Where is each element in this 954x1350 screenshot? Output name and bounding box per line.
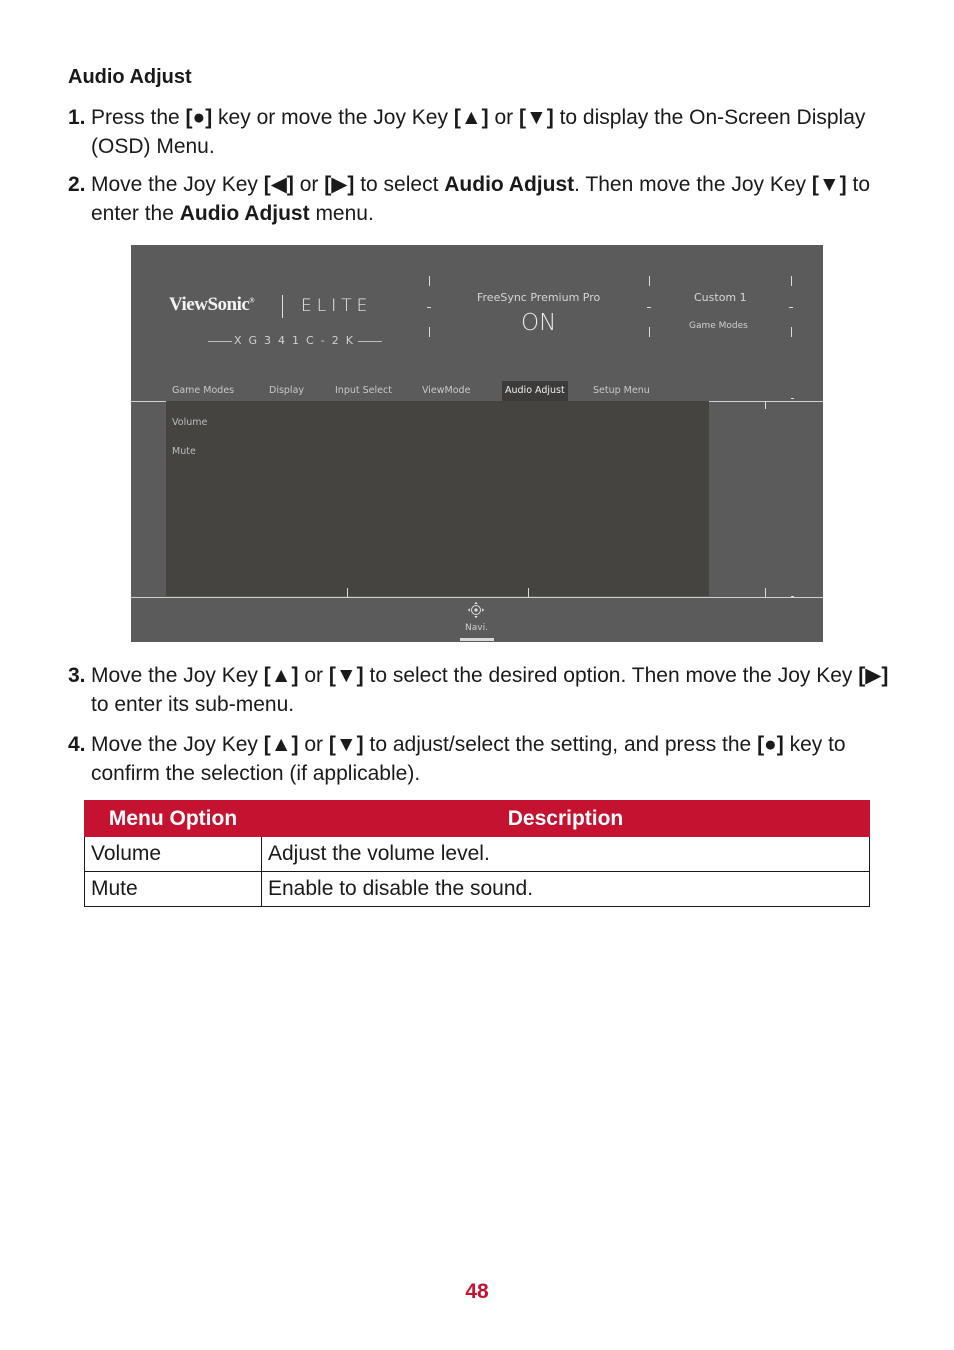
step-text [91, 171, 898, 228]
divider-tick [649, 327, 650, 337]
table-row [85, 837, 870, 872]
navi-indicator [460, 638, 494, 641]
freesync-label: FreeSync Premium Pro [477, 291, 601, 304]
divider-tick [347, 588, 348, 597]
step-text-bold: [◀] [263, 173, 294, 196]
step-text [91, 731, 898, 788]
osd-screenshot [131, 245, 823, 642]
tab-input-select[interactable]: Input Select [335, 385, 392, 396]
osd-tabs [131, 381, 823, 401]
option-description: Enable to disable the sound. [262, 872, 870, 907]
tab-viewmode[interactable]: ViewMode [422, 385, 471, 396]
step-text-run: key or move the Joy Key [212, 106, 454, 129]
step-text [91, 662, 898, 719]
divider-tick [649, 276, 650, 286]
option-name: Mute [85, 872, 262, 907]
divider-tick [765, 401, 766, 409]
divider-tick [791, 398, 794, 399]
game-mode-label: Game Modes [689, 321, 748, 331]
step-text [91, 104, 898, 161]
tab-game-modes[interactable]: Game Modes [172, 385, 235, 396]
divider-tick [791, 276, 792, 286]
step-text-bold: [●] [185, 106, 213, 129]
menu-item-mute[interactable]: Mute [172, 446, 196, 457]
step-text-bold: [●] [757, 733, 784, 756]
step-text-run: or [298, 733, 329, 756]
step-text-run: to enter its sub-menu. [91, 692, 295, 716]
step-text-bold: [▼] [518, 106, 554, 129]
freesync-value: ON [521, 310, 557, 336]
header-description: Description [262, 801, 870, 837]
step-text-run: or [298, 664, 329, 687]
divider-tick [791, 596, 794, 597]
logo-divider [282, 295, 283, 318]
option-name: Volume [85, 837, 262, 872]
brand-logo: ViewSonic® [169, 294, 255, 315]
divider-tick [791, 327, 792, 337]
step-number: 1. [68, 106, 86, 129]
step-text-bold: [▼] [811, 173, 847, 196]
header-menu-option: Menu Option [85, 801, 262, 837]
step-text-run: to select the desired option. Then move the Joy Key [363, 664, 859, 687]
step-text-run: or [293, 173, 325, 196]
step-text-bold: [▲] [453, 106, 489, 129]
step-number: 2. [68, 173, 86, 196]
step-text-bold: [▶] [858, 664, 889, 687]
step-text-run: Move the Joy Key [91, 733, 264, 756]
step-text-bold: Audio Adjust [179, 201, 310, 225]
step-text-run: to adjust/select the setting, and press the [363, 733, 758, 756]
menu-item-volume[interactable]: Volume [172, 417, 208, 428]
divider-tick [429, 327, 430, 337]
divider-tick [789, 307, 793, 308]
step-text-bold: [▼] [328, 733, 364, 756]
page-number: 48 [465, 1280, 489, 1303]
divider-tick [528, 588, 529, 597]
step-2 [68, 171, 898, 228]
step-text-run: or [488, 106, 519, 129]
navi-label: Navi. [465, 623, 488, 633]
step-text-run: to enter the [91, 173, 871, 225]
step-text-bold: [▶] [324, 173, 355, 196]
step-text-bold: [▲] [263, 733, 299, 756]
step-number: 4. [68, 733, 86, 756]
model-name: XG341C-2K [208, 334, 382, 347]
step-text-run: Move the Joy Key [91, 664, 264, 687]
step-text-run: menu. [309, 201, 374, 225]
step-text-run: Move the Joy Key [91, 173, 264, 196]
tab-display[interactable]: Display [269, 385, 305, 396]
step-number: 3. [68, 664, 86, 687]
divider-tick [427, 307, 431, 308]
product-line-logo: ELITE [301, 296, 373, 316]
step-text-run: to select [354, 173, 445, 196]
step-text-run: Press the [91, 106, 186, 129]
table-row [85, 872, 870, 907]
step-text-bold: [▼] [328, 664, 364, 687]
divider-tick [765, 588, 766, 597]
step-4 [68, 731, 898, 788]
step-1 [68, 104, 898, 161]
joystick-icon [467, 601, 485, 619]
menu-bottom-line [131, 597, 823, 598]
game-mode-value: Custom 1 [694, 291, 747, 304]
submenu-panel [166, 401, 709, 596]
step-text-run: to display the On-Screen Display (OSD) Menu. [91, 106, 866, 158]
step-3 [68, 662, 898, 719]
step-text-bold: Audio Adjust [444, 173, 575, 196]
table-header-row [85, 801, 870, 837]
step-text-bold: [▲] [263, 664, 299, 687]
step-text-run: . Then move the Joy Key [574, 173, 812, 196]
tab-setup-menu[interactable]: Setup Menu [593, 385, 650, 396]
step-text-run: key to confirm the selection (if applicable). [91, 733, 846, 785]
menu-options-table [84, 800, 870, 907]
divider-tick [429, 276, 430, 286]
section-title: Audio Adjust [68, 66, 192, 88]
divider-tick [647, 307, 651, 308]
tab-audio-adjust[interactable]: Audio Adjust [502, 381, 568, 401]
option-description: Adjust the volume level. [262, 837, 870, 872]
